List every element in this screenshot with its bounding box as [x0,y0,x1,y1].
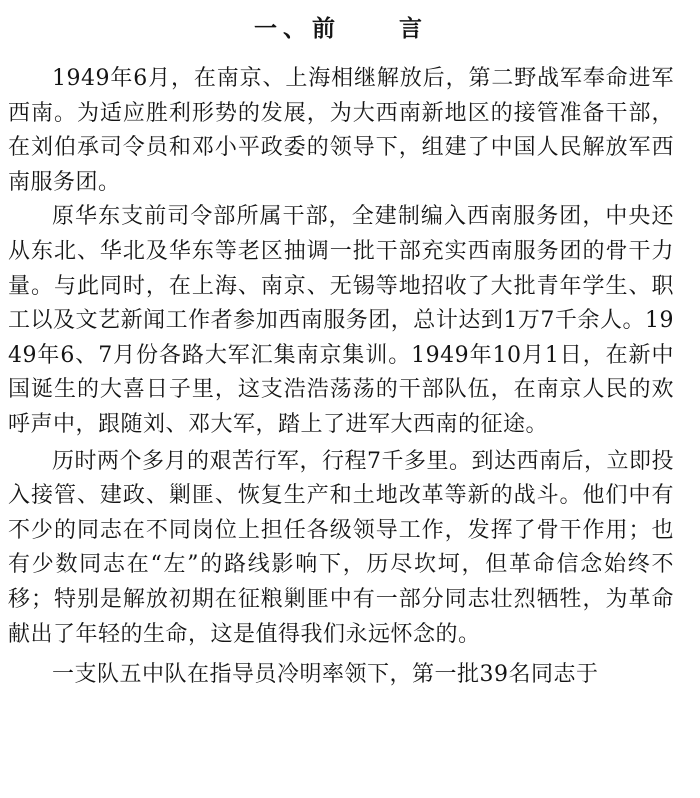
paragraph-4: 一支队五中队在指导员冷明率领下，第一批39名同志于 [52,662,599,688]
section-heading: 一、前 言 [254,16,428,42]
paragraph-2: 原华东支前司令部所属干部，全建制编入西南服务团，中央还从东北、华北及华东等老区抽调一批干部充实西南服务团的骨干力量。与此同时，在上海、南京、无锡等地招收了大批青年学生、职工以及文艺新闻工作者参加西南服务团，总计达到1万7千余人。1949年6、7月份各路大军汇集南京集训。1949年10月1日，在新中国诞生的大喜日子里，这支浩浩荡荡的干部队伍，在南京人民的欢呼声中，跟随刘、邓大军，踏上了进军大西南的征途。 [8,204,674,437]
paragraph-1: 1949年6月，在南京、上海相继解放后，第二野战军奉命进军西南。为适应胜利形势的发展，为大西南新地区的接管准备干部，在刘伯承司令员和邓小平政委的领导下，组建了中国人民解放军西南服务团。 [8,66,674,195]
paragraph-3: 历时两个多月的艰苦行军，行程7千多里。到达西南后，立即投入接管、建政、剿匪、恢复生产和土地改革等新的战斗。他们中有不少的同志在不同岗位上担任各级领导工作，发挥了骨干作用；也有少数同志在“左”的路线影响下，历尽坎坷，但革命信念始终不移；特别是解放初期在征粮剿匪中有一部分同志壮烈牺牲，为革命献出了年轻的生命，这是值得我们永远怀念的。 [8,448,674,647]
